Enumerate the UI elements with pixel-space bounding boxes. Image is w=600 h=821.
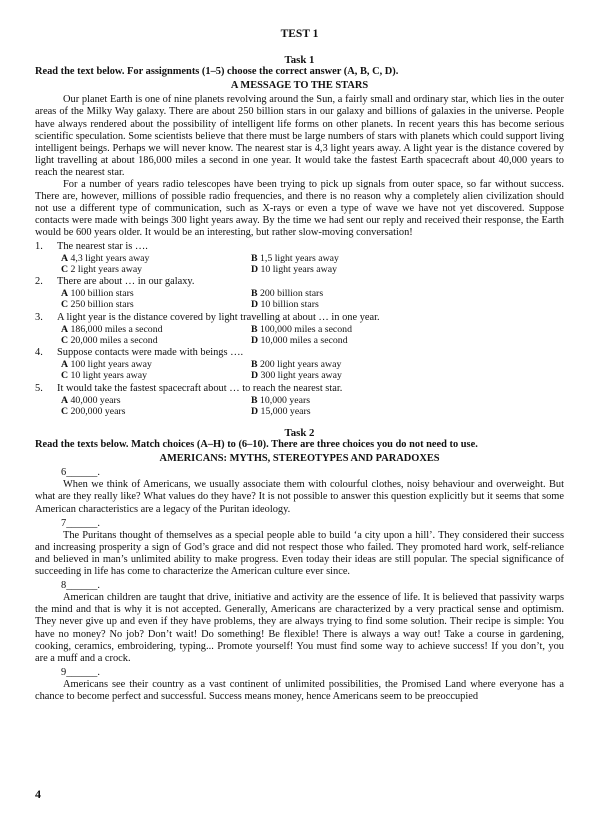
answer-option [61,324,251,335]
gap-list [35,467,564,703]
section-text: The Puritans thought of themselves as a special people able to build ‘a city upon a hill’. They considered their success and increasing prosperity a sign of God’s grace and did not respect those who failed. They promoted hard work, self-reliance and believed in man’s unlimited ability to make progress. Even today their ideas are still popular. The special significance of succeeding in life has come to characterize the American culture ever since. [35,529,564,578]
question-stem [35,276,564,288]
answer-option [61,406,251,417]
answer-option [251,253,441,264]
answer-option [61,264,251,275]
gap-label: 8______. [61,580,100,592]
test-title: TEST 1 [280,28,319,40]
task1-paragraph: For a number of years radio telescopes have been trying to pick up signals from outer space, so far without success. There are, however, millions of possible radio frequencies, and there is no reason why a completely alien civilization should not use a different type of communication, such as X-rays or even a type of wave we have not yet discovered. Suppose contacts were made with beings 300 light years away. By the time we had sent our reply and received their response, the Earth would be 600 years older. It would be an interesting, but rather slow-moving conversation! [35,179,564,239]
option-letter: A [61,359,69,371]
option-letter: D [251,370,259,382]
option-text: 10,000 years [260,394,311,406]
option-text: 2 light years away [70,263,143,275]
text-section [35,667,564,703]
option-text: 100 billion stars [70,288,134,300]
question-text: A light year is the distance covered by light travelling at about … in one year. [57,311,380,323]
option-letter: C [61,263,69,275]
answer-option [251,395,441,406]
option-letter: D [251,334,259,346]
option-letter: B [251,288,258,300]
option-text: 250 billion stars [70,299,134,311]
option-letter: A [61,394,69,406]
question-text: It would take the fastest spacecraft about … to reach the nearest star. [57,382,343,394]
option-letter: A [61,288,69,300]
question-number: 3. [35,311,43,323]
option-text: 200 light years away [260,359,342,371]
question [35,276,564,311]
gap-label: 6______. [61,467,100,479]
text-section [35,518,564,578]
answer-option [251,264,441,275]
task1-title: Task 1 [284,54,315,67]
answer-option [251,370,441,381]
option-letter: D [251,263,259,275]
answer-option [251,335,441,346]
question-stem [35,383,564,395]
option-letter: A [61,323,69,335]
task1-instruction: Read the text below. For assignments (1–5) choose the correct answer (A, B, C, D). [35,66,399,78]
option-text: 10 light years away [260,263,337,275]
answer-option [61,299,251,310]
section-text: Americans see their country as a vast continent of unlimited possibilities, the Promised Land where everyone has a chance to become perfect and successful. Success means money, hence Americans seem to be preoccupied [35,678,564,702]
question [35,241,564,276]
question-text: Suppose contacts were made with beings …. [57,347,244,358]
question-stem [35,312,564,324]
text-section [35,467,564,515]
option-letter: B [251,323,258,335]
question-number: 2. [35,276,43,287]
answer-option [251,299,441,310]
option-text: 100 light years away [70,359,152,371]
question-number: 5. [35,382,43,394]
option-letter: B [251,394,258,406]
option-text: 4,3 light years away [70,252,150,264]
question-list [35,241,564,418]
option-text: 15,000 years [260,405,311,417]
question-text: There are about … in our galaxy. [57,276,195,287]
task2-heading: AMERICANS: MYTHS, STEREOTYPES AND PARADOXES [159,453,440,465]
section-text: When we think of Americans, we usually associate them with colourful clothes, noisy behaviour and overweight. But what are they really like? What values do they have? It is not possible to answer this question explicitly but it seems that some American characteristics are a legacy of the Puritan ideology. [35,479,564,515]
option-text: 186,000 miles a second [70,323,163,335]
question-number: 1. [35,240,43,252]
option-letter: C [61,405,69,417]
question-stem [35,347,564,359]
question [35,312,564,347]
option-text: 1,5 light years away [260,252,339,264]
task2-instruction: Read the texts below. Match choices (A–H) to (6–10). There are three choices you do not need to use. [35,439,478,451]
page-number: 4 [35,787,41,801]
task1-paragraph: Our planet Earth is one of nine planets revolving around the Sun, a fairly small and ordinary star, which lies in the outer areas of the Milky Way galaxy. There are about 250 billion stars in our galaxy and billions of galaxies in the universe. People have always rendered about the possibility of intelligent life forms on other planets. In recent years this has become serious scientific speculation. Some scientists believe that there must be large numbers of stars with planets which could support living intelligent beings. Perhaps we will never know. The nearest star is 4,3 light years away. A light year is the distance covered by light travelling at about 186,000 miles a second in one year. It would take the fastest Earth spacecraft about 40,000 years to reach the nearest star. [35,94,564,178]
answer-option [61,253,251,264]
answer-option [61,359,251,370]
answer-option [251,406,441,417]
answer-option [251,359,441,370]
option-text: 20,000 miles a second [70,334,158,346]
question [35,347,564,382]
answer-option [251,288,441,299]
answer-option [61,370,251,381]
question-number: 4. [35,347,43,358]
option-text: 200 billion stars [260,288,324,300]
text-section [35,580,564,665]
option-text: 40,000 years [70,394,121,406]
option-text: 10,000 miles a second [260,334,348,346]
option-text: 100,000 miles a second [260,323,352,335]
option-letter: A [61,252,69,264]
answer-option [251,324,441,335]
gap-label: 7______. [61,517,100,529]
question-stem [35,241,564,253]
option-text: 10 light years away [70,370,147,382]
option-text: 200,000 years [70,405,126,417]
option-letter: B [251,359,258,371]
answer-option [61,288,251,299]
option-letter: D [251,405,259,417]
option-letter: B [251,252,258,264]
task1-heading: A MESSAGE TO THE STARS [230,80,369,92]
option-letter: C [61,299,69,311]
answer-option [61,335,251,346]
option-letter: D [251,299,259,311]
section-text: American children are taught that drive, initiative and activity are the essence of life. It is believed that passivity warps the mind and that is why it is not accepted. Generally, Americans are characterized by a very practical sense and optimism. They never give up and even if they have problems, they are always trying to find some solution. Their recipe is simple: You have no money? No job? Don’t wait! Do something! Be flexible! There is always a way out! Take a course in gardening, cooking, ceramics, embroidering, typing... Promote yourself! You must find some way to achieve success! If you don’t, you are a muff and a crock. [35,592,564,664]
task2-title: Task 2 [284,427,315,439]
option-letter: C [61,370,69,382]
option-letter: C [61,334,69,346]
option-text: 300 light years away [260,370,342,382]
question [35,383,564,418]
question-text: The nearest star is …. [57,240,148,252]
answer-option [61,395,251,406]
option-text: 10 billion stars [260,299,319,311]
gap-label: 9______. [61,666,100,678]
